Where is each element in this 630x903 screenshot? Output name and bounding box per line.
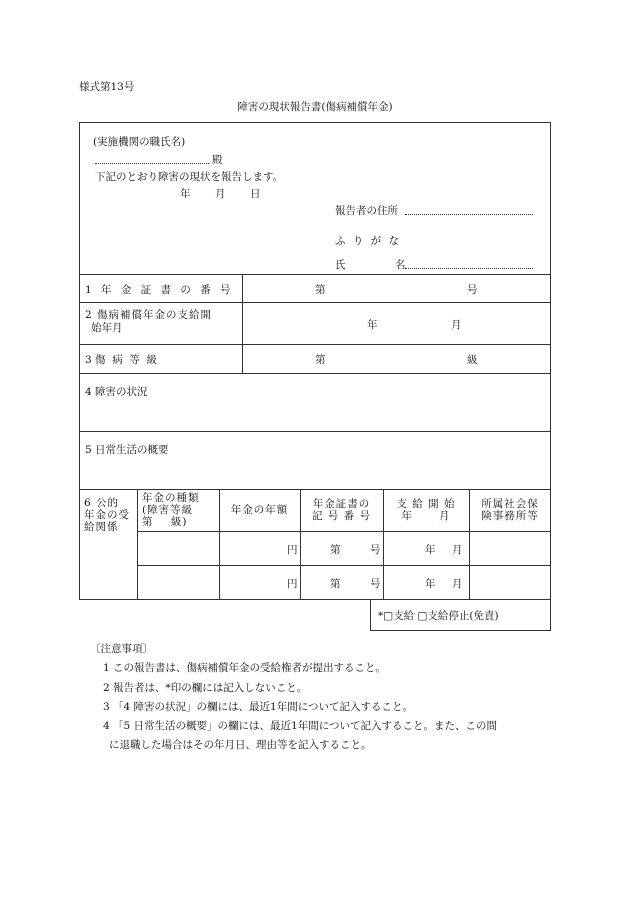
- note-item-2: 2 報告者は、*印の欄には記入しないこと。: [103, 682, 308, 694]
- disability-status-label: 4 障害の状況: [85, 386, 148, 398]
- grade-suffix: 級: [467, 354, 478, 366]
- row-divider: [79, 489, 551, 490]
- start-month: 月: [452, 578, 463, 590]
- address-label: 報告者の住所: [335, 205, 398, 217]
- name-label-2: 名: [395, 259, 406, 271]
- agency-name-line[interactable]: [95, 163, 209, 164]
- name-label-1: 氏: [335, 259, 346, 271]
- column-divider: [137, 489, 138, 600]
- note-item-4: 4 「5 日常生活の概要」の欄には、最近1年間について記入すること。また、この間: [103, 720, 498, 732]
- col-payment-start-1: 支 給 開 始: [396, 498, 456, 510]
- start-month-label: 月: [451, 319, 462, 331]
- col-cert-number-2: 記 号 番 号: [311, 510, 371, 522]
- agency-label: (実施機関の職氏名): [93, 136, 186, 148]
- cert-dai: 第: [330, 544, 341, 556]
- public-pension-label-1: 6 公的: [84, 497, 120, 509]
- start-date-label-1: 2 傷病補償年金の支給開: [85, 309, 213, 321]
- start-year: 年: [425, 544, 436, 556]
- public-pension-label-2: 年金の受: [84, 509, 130, 521]
- public-pension-label-3: 給関係: [84, 521, 119, 533]
- col-social-insurance-office-2: 険事務所等: [481, 510, 539, 522]
- form-number: 様式第13号: [79, 81, 135, 93]
- note-item-3: 3 「4 障害の状況」の欄には、最近1年間について記入すること。: [103, 701, 414, 713]
- note-item-4-cont: に退職した場合はその年月日、理由等を記入すること。: [109, 739, 372, 751]
- notes-heading: 〔注意事項〕: [90, 643, 153, 655]
- dono-label: 殿: [212, 154, 223, 166]
- col-annual-amount: 年金の年額: [230, 504, 289, 516]
- start-year-label: 年: [367, 319, 378, 331]
- daily-life-label: 5 日常生活の概要: [85, 444, 169, 456]
- col-pension-type-1: 年金の種類: [142, 492, 200, 504]
- col-cert-number-1: 年金証書の: [312, 498, 371, 510]
- form-title: 障害の現状報告書(傷病補償年金): [237, 101, 393, 113]
- col-pension-type-2: (障害等級: [142, 504, 194, 516]
- yen-unit: 円: [287, 578, 298, 590]
- cert-gou: 号: [370, 578, 381, 590]
- start-month: 月: [452, 544, 463, 556]
- yen-unit: 円: [287, 544, 298, 556]
- date-day-label: 日: [250, 188, 261, 200]
- col-pension-type-3: 第 級): [142, 516, 188, 528]
- row-divider: [137, 531, 551, 532]
- furigana-label: ふ り が な: [335, 235, 402, 247]
- row-divider: [79, 373, 551, 374]
- payment-status[interactable]: *□支給 □支給停止(免責): [378, 610, 499, 622]
- statement-text: 下記のとおり障害の現状を報告します。: [95, 171, 284, 183]
- start-year: 年: [425, 578, 436, 590]
- date-year-label: 年: [180, 188, 191, 200]
- pension-cert-number-label: 1 年 金 証 書 の 番 号: [85, 284, 234, 296]
- col-payment-start-2: 年 月: [401, 510, 451, 522]
- disability-grade-label: 3 傷 病 等 級: [85, 354, 158, 366]
- name-field[interactable]: [405, 268, 533, 269]
- cert-gou: 号: [370, 544, 381, 556]
- cert-dai: 第: [330, 578, 341, 590]
- column-divider: [242, 274, 243, 373]
- col-social-insurance-office-1: 所属社会保: [481, 498, 539, 510]
- row-divider: [137, 565, 551, 566]
- date-month-label: 月: [215, 188, 226, 200]
- row-divider: [79, 274, 551, 275]
- address-field[interactable]: [405, 214, 533, 215]
- row-divider: [79, 431, 551, 432]
- pension-cert-prefix: 第: [315, 284, 326, 296]
- start-date-label-2: 始年月: [91, 322, 123, 334]
- note-item-1: 1 この報告書は、傷病補償年金の受給権者が提出すること。: [103, 662, 387, 674]
- grade-prefix: 第: [315, 354, 326, 366]
- row-divider: [79, 344, 551, 345]
- row-divider: [79, 302, 551, 303]
- pension-cert-suffix: 号: [467, 284, 478, 296]
